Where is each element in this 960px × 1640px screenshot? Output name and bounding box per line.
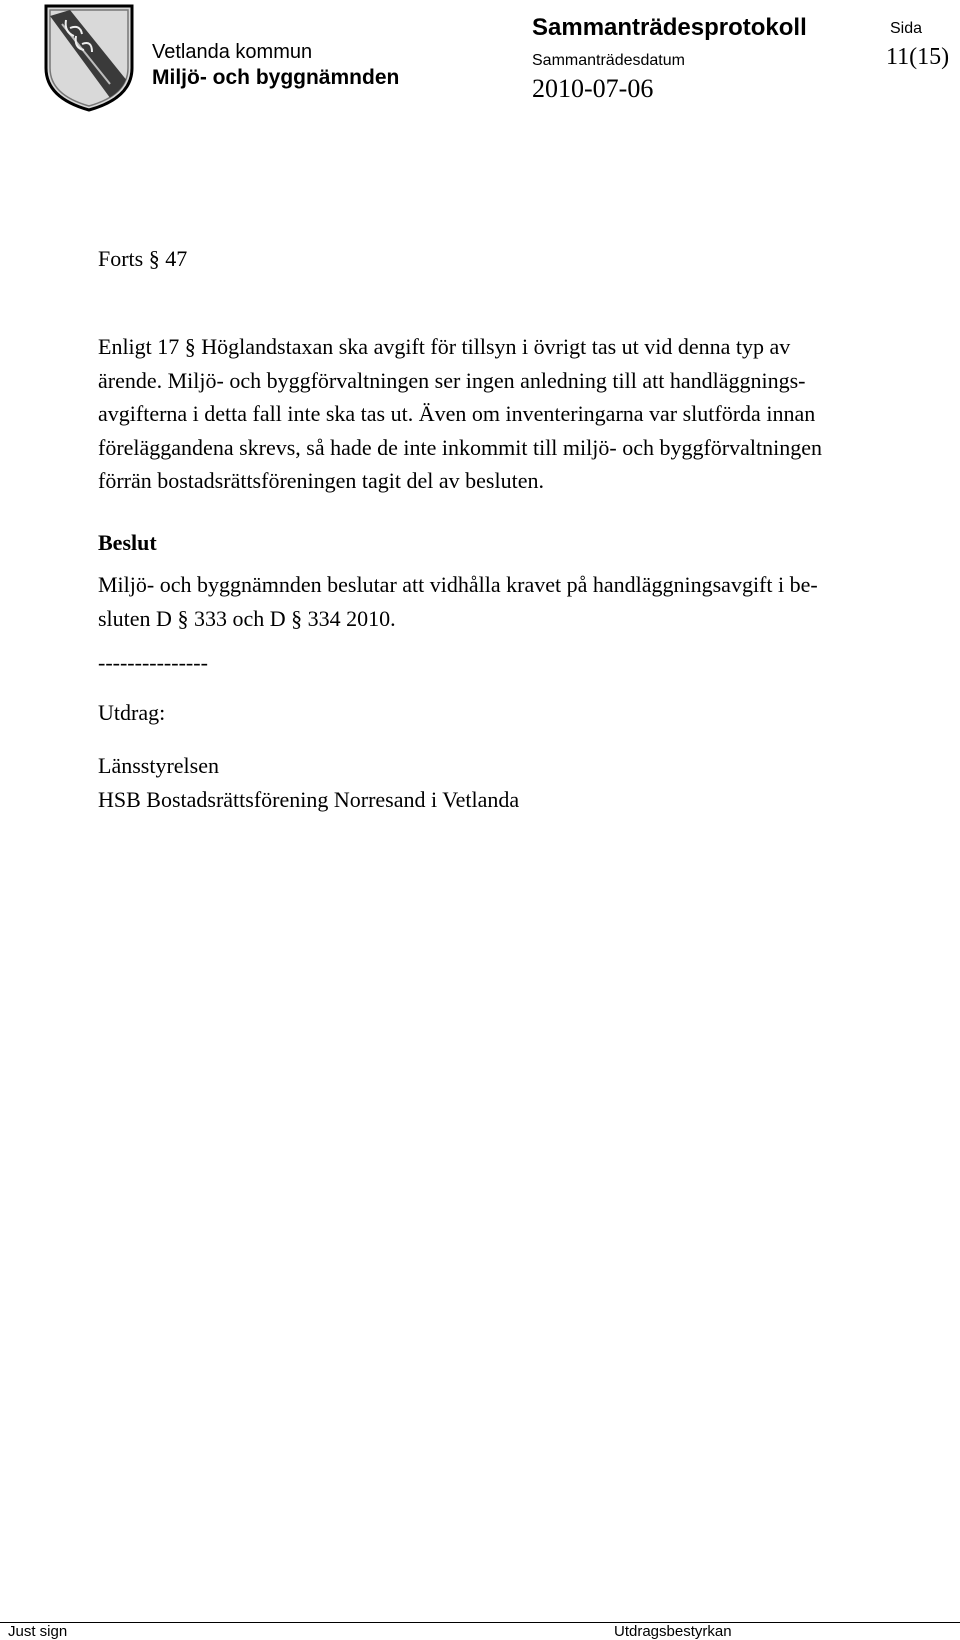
extract-label: Utdrag: (98, 700, 166, 725)
paragraph-line: Miljö- och byggnämnden beslutar att vidhålla kravet på handläggningsavgift i be- (98, 572, 818, 597)
page-number: 11(15) (886, 44, 950, 70)
paragraph-line: avgifterna i detta fall inte ska tas ut. Även om inventeringarna var slutförda innan (98, 401, 816, 426)
paragraph-line: sluten D § 333 och D § 334 2010. (98, 605, 396, 631)
paragraph-line: Enligt 17 § Höglandstaxan ska avgift för tillsyn i övrigt tas ut vid denna typ av (98, 334, 791, 359)
document-title: Sammanträdesprotokoll (532, 14, 807, 41)
meeting-date-value: 2010-07-06 (532, 74, 654, 103)
recipient-item: Länsstyrelsen (98, 753, 219, 778)
continuation-heading: Forts § 47 (98, 246, 188, 271)
footer-divider (0, 1622, 960, 1623)
footer-signature-label: Just sign (8, 1623, 68, 1640)
decision-heading: Beslut (98, 530, 157, 555)
paragraph-decision (98, 568, 918, 635)
paragraph-line: förrän bostadsrättsföreningen tagit del av besluten. (98, 468, 544, 493)
meeting-date-label: Sammanträdesdatum (532, 52, 685, 69)
municipality-name: Vetlanda kommun (152, 41, 313, 63)
recipient-list (98, 749, 918, 816)
footer-certification-label: Utdragsbestyrkan (614, 1623, 732, 1640)
paragraph-line: föreläggandena skrevs, så hade de inte inkommit till miljö- och byggförvaltningen (98, 434, 822, 460)
dashed-divider: --------------- (98, 650, 208, 675)
recipient-item: HSB Bostadsrättsförening Norresand i Vetlanda (98, 786, 520, 812)
coat-of-arms-icon (40, 2, 138, 114)
paragraph-line: ärende. Miljö- och byggförvaltningen ser ingen anledning till att handläggnings- (98, 367, 806, 393)
board-name: Miljö- och byggnämnden (152, 66, 400, 89)
page-label: Sida (890, 20, 923, 37)
paragraph-reasoning (98, 330, 918, 498)
